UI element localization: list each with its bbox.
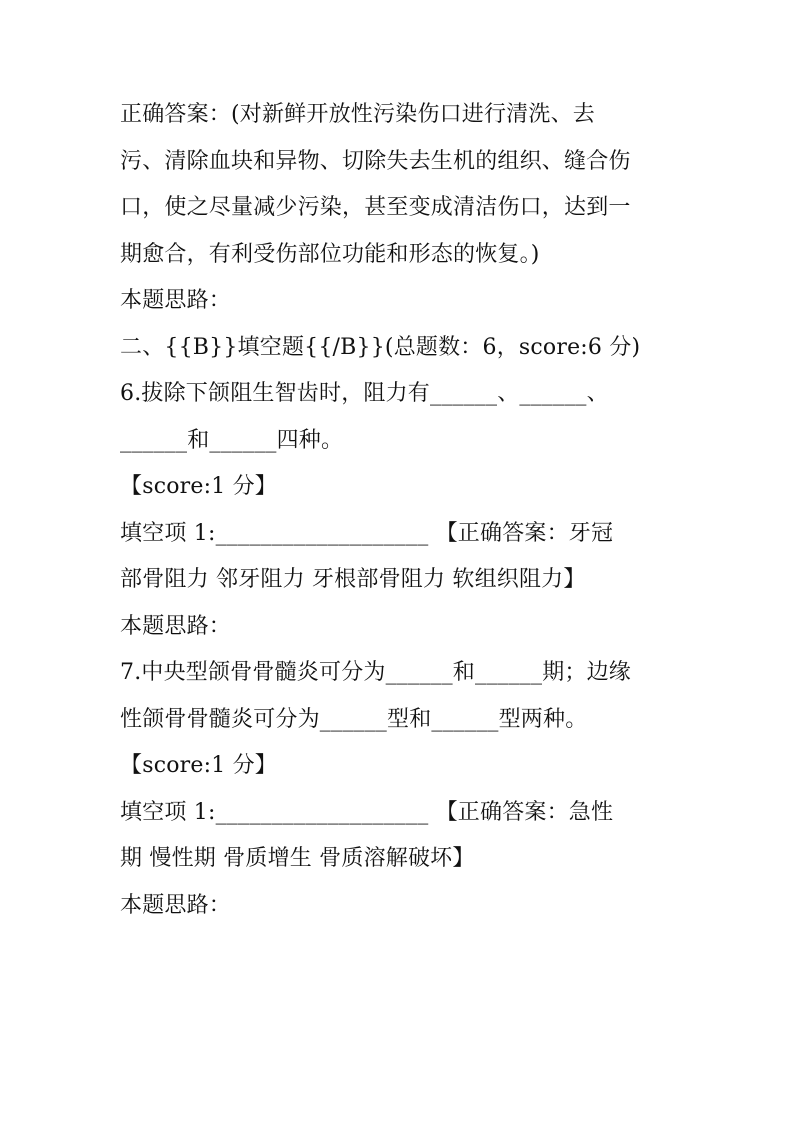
question-7-line-2: 性颌骨骨髓炎可分为______型和______型两种。 [120, 706, 588, 732]
section-heading: 二、{{B}}填空题{{/B}}(总题数：6，score:6 分) [120, 334, 641, 360]
answer-line-3: 口，使之尽量减少污染，甚至变成清洁伤口，达到一 [120, 195, 631, 220]
question-7-blank-answer-line-2: 期 慢性期 骨质增生 骨质溶解破坏】 [120, 846, 475, 871]
answer-line-2: 污、清除血块和异物、切除失去生机的组织、缝合伤 [120, 148, 631, 174]
question-7-line-1: 7.中央型颌骨骨髓炎可分为______和______期；边缘 [120, 660, 631, 685]
question-6-blank-answer-line-2: 部骨阻力 邻牙阻力 牙根部骨阻力 软组织阻力】 [120, 567, 586, 592]
question-6-line-1: 6.拔除下颌阻生智齿时，阻力有______、______、 [120, 381, 609, 406]
document-page [120, 92, 680, 929]
question-6-score: 【score:1 分】 [120, 474, 277, 499]
question-7-blank-answer-line-1: 填空项 1:___________________ 【正确答案：急性 [120, 799, 614, 825]
reasoning-label-1: 本题思路： [120, 288, 232, 313]
question-7-score: 【score:1 分】 [120, 753, 277, 778]
question-6-blank-answer-line-1: 填空项 1:___________________ 【正确答案：牙冠 [120, 520, 614, 546]
answer-line-1: 正确答案：(对新鲜开放性污染伤口进行清洗、去 [120, 102, 595, 127]
reasoning-label-3: 本题思路： [120, 892, 232, 918]
answer-line-4: 期愈合，有利受伤部位功能和形态的恢复。) [120, 241, 540, 267]
reasoning-label-2: 本题思路： [120, 613, 232, 639]
question-6-line-2: ______和______四种。 [120, 427, 344, 453]
